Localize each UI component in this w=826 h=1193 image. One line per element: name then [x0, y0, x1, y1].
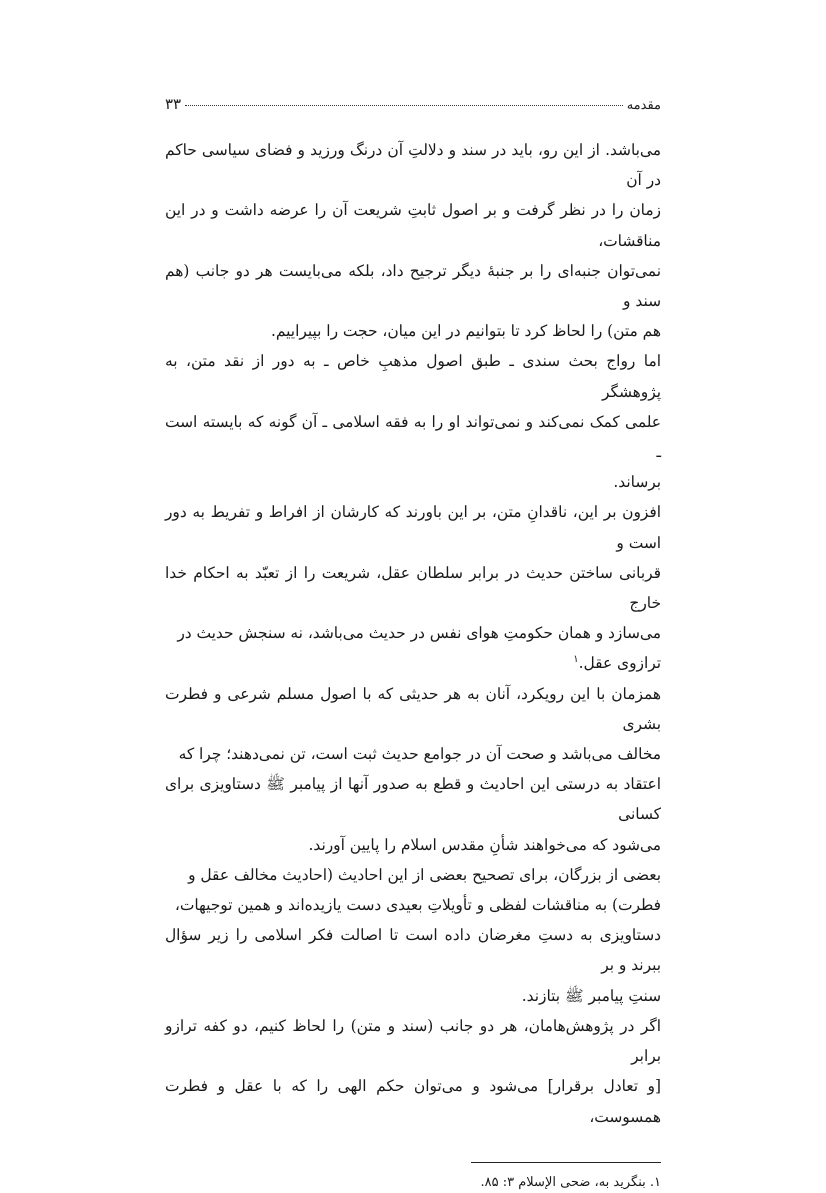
text-line: زمان را در نظر گرفت و بر اصول ثابتِ شریعت آن را عرضه داشت و در این مناقشات، [165, 201, 661, 250]
running-header [165, 95, 661, 119]
footnote-reference[interactable]: ۱ [573, 654, 579, 666]
text-line: همزمان با این رویکرد، آنان به هر حدیثی که با اصول مسلم شرعی و فطرت بشری [165, 684, 661, 733]
header-leader-dots [185, 105, 623, 106]
text-line: [و تعادل برقرار] می‌شود و می‌توان حکم الهی را که با عقل و فطرت همسوست، [165, 1077, 661, 1126]
text-line-with-footnote [165, 648, 661, 678]
text-line: فطرت) به مناقشات لفظی و تأویلاتِ بعیدی دست یازیده‌اند و همین توجیهات، [174, 896, 661, 915]
text-line: دستاویزی به دستِ مغرضان داده است تا اصالت فکر اسلامی را زیر سؤال ببرند و بر [165, 926, 661, 975]
book-page [165, 95, 661, 1193]
text-line: اعتقاد به درستی این احادیث و قطع به صدور آنها از پیامبر ﷺ دستاویزی برای کسانی [165, 775, 661, 824]
text-line: قربانی ساختن حدیث در برابر سلطان عقل، شریعت را از تعبّد به احکام خدا خارج [165, 563, 661, 613]
text-line: برساند. [613, 473, 661, 492]
footnote: ۱. بنگرید به، ضحی الإسلام ۳: ۸۵. [480, 1174, 661, 1190]
footnote-divider [471, 1162, 661, 1163]
text-line: هم متن) را لحاظ کرد تا بتوانیم در این میان، حجت را بپیراییم. [271, 322, 661, 341]
text-line: می‌شود که می‌خواهند شأنِ مقدس اسلام را پایین آورند. [308, 835, 661, 854]
text-line: سنتِ پیامبر ﷺ بتازند. [521, 986, 661, 1005]
text-line: مخالف می‌باشد و صحت آن در جوامع حدیث ثبت است، تن نمی‌دهند؛ چرا که [178, 745, 661, 764]
text-line: ترازوی عقل. [578, 654, 661, 673]
section-title: مقدمه [626, 98, 661, 113]
text-line: اما رواج بحث سندی ـ طبق اصول مذهبِ خاص ـ به دور از نقد متن، به پژوهشگر [165, 352, 661, 401]
text-line: نمی‌توان جنبه‌ای را بر جنبهٔ دیگر ترجیح داد، بلکه می‌بایست هر دو جانب (هم سند و [165, 261, 661, 311]
text-line: علمی کمک نمی‌کند و نمی‌تواند او را به فقه اسلامی ـ آن گونه که بایسته است ـ [165, 412, 661, 462]
body-text [165, 135, 661, 1132]
page-number: ۳۳ [165, 95, 182, 113]
text-line: می‌سازد و همان حکومتِ هوای نفس در حدیث می‌باشد، نه سنجش حدیث در [177, 624, 661, 643]
text-line: افزون بر این، ناقدانِ متن، بر این باورند که کارشان از افراط و تفریط به دور است و [165, 503, 661, 552]
text-line: اگر در پژوهش‌هامان، هر دو جانب (سند و متن) را لحاظ کنیم، دو کفه ترازو برابر [165, 1016, 661, 1066]
text-line: بعضی از بزرگان، برای تصحیح بعضی از این احادیث (احادیث مخالف عقل و [188, 865, 661, 884]
text-line: می‌باشد. از این رو، باید در سند و دلالتِ آن درنگ ورزید و فضای سیاسی حاکم در آن [165, 141, 661, 190]
